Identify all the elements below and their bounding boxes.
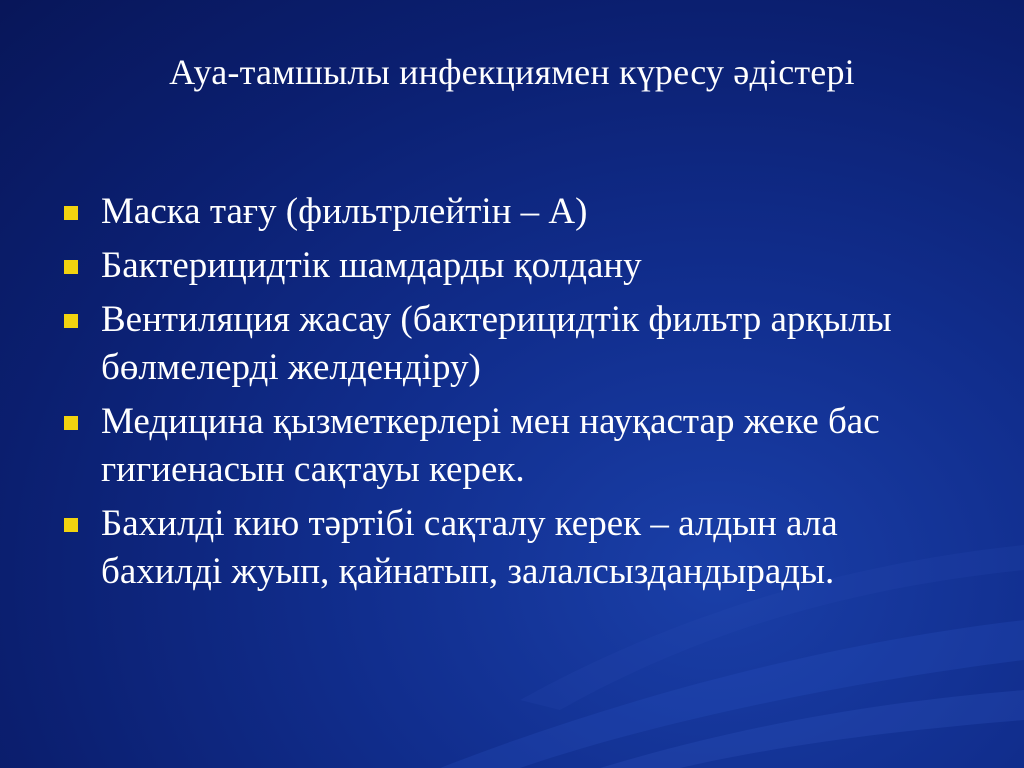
list-item — [64, 398, 964, 494]
bullet-text: Вентиляция жасау (бактерицидтік фильтр арқылы бөлмелерді желдендіру) — [101, 299, 892, 388]
square-bullet-icon — [64, 206, 78, 220]
square-bullet-icon — [64, 260, 78, 274]
square-bullet-icon — [64, 416, 78, 430]
bullet-text: Бахилді кию тәртібі сақталу керек – алдын ала бахилді жуып, қайнатып, залалсыздандырады. — [101, 503, 838, 592]
bullet-text: Маска тағу (фильтрлейтін – А) — [101, 191, 588, 232]
list-item — [64, 188, 964, 236]
bullet-list — [64, 188, 964, 602]
bullet-text: Бактерицидтік шамдарды қолдану — [101, 245, 642, 286]
list-item — [64, 500, 964, 596]
slide-title: Ауа-тамшылы инфекциямен күресу әдістері — [169, 52, 855, 92]
list-item — [64, 296, 964, 392]
square-bullet-icon — [64, 518, 78, 532]
list-item — [64, 242, 964, 290]
bullet-text: Медицина қызметкерлері мен науқастар жеке бас гигиенасын сақтауы керек. — [101, 401, 880, 490]
square-bullet-icon — [64, 314, 78, 328]
